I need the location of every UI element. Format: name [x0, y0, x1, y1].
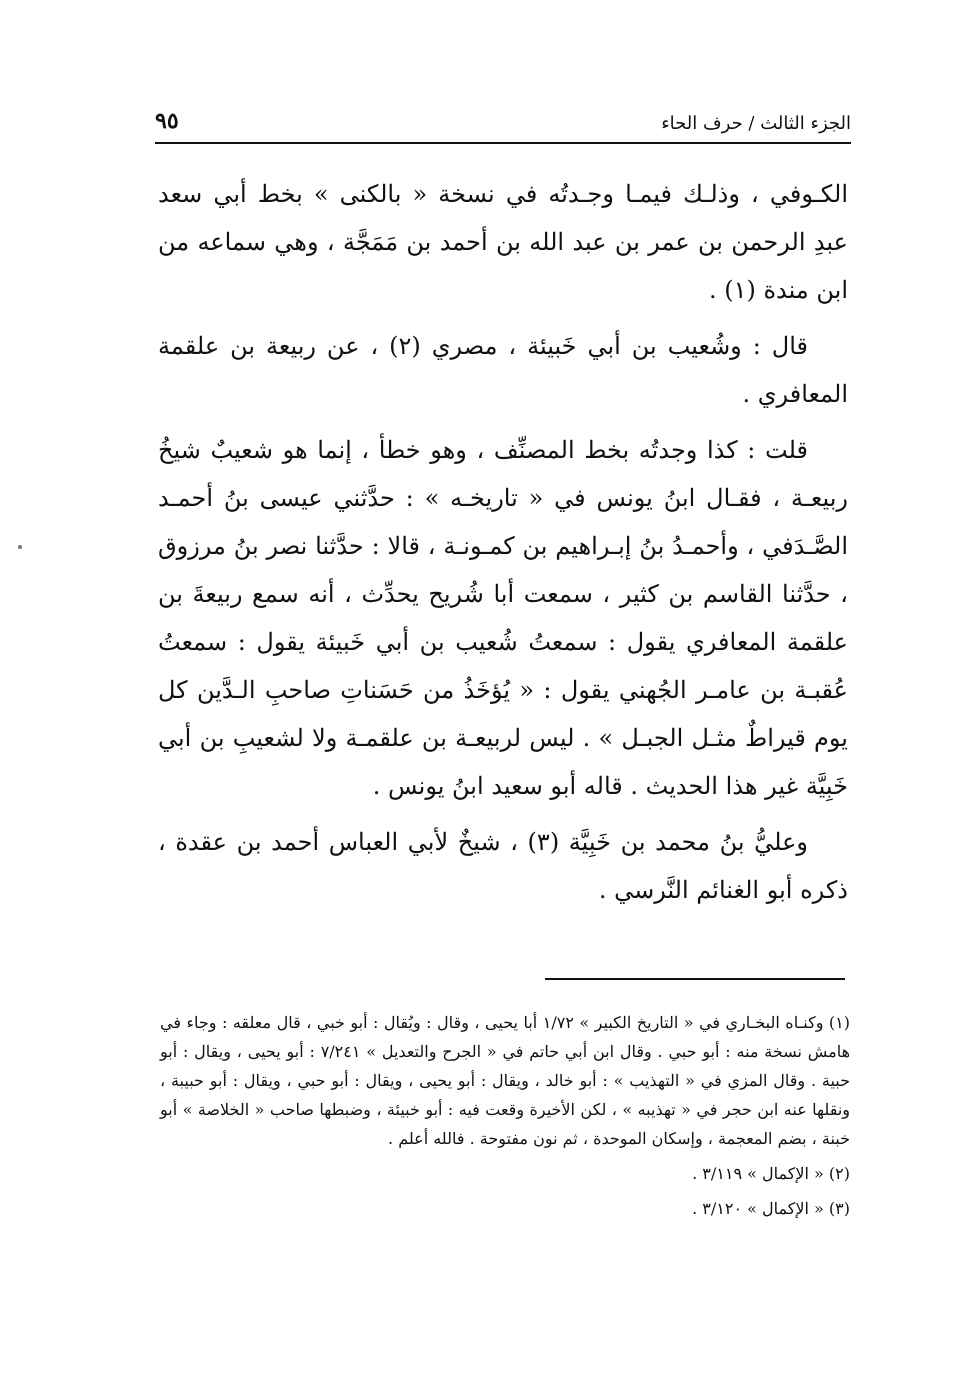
page-header [155, 98, 851, 144]
footnote: (١) وكنـاه البخـاري في « التاريخ الكبير » ١/٧٢ أبا يحيى ، وقال : ويُقال : أبو خبي ، قال معلقه : وجاء في هامش نسخة منه : أبو حبي . وقال ابن أبي حاتم في « الجرح والتعديل » ٧/٢٤١ : أبو يحيى ، ويقال : أبو حبية . وقال المزي في « التهذيب » : أبو خالد ، ويقال : أبو يحيى ، ويقال : أبو حبي ، ويقال : أبو حبيبة ، ونقلها عنه ابن حجر في « تهذيبه » ، لكن الأخيرة وقعت فيه : أبو خبيئة ، وضبطها صاحب « الخلاصة » أبو خبنة ، بضم المعجمة ، وإسكان الموحدة ، ثم نون مفتوحة . فالله أعلم . [160, 1013, 851, 1148]
footnote: (٣) « الإكمال » ٣/١٢٠ . [692, 1199, 850, 1218]
footnote: (٢) « الإكمال » ٣/١١٩ . [692, 1164, 850, 1183]
paragraph: قال : وشُعيب بن أبي خَبيئة ، مصري (٢) ، عن ربيعة بن علقمة المعافري . [158, 332, 848, 408]
paragraph: وعليُّ بنُ محمد بن خَبِيَّة (٣) ، شيخٌ لأبي العباس أحمد بن عقدة ، ذكره أبو الغنائم النَّرسي . [158, 828, 848, 904]
footnote-separator [545, 978, 845, 980]
scan-speck [18, 545, 22, 549]
running-head: الجزء الثالث / حرف الحاء [661, 113, 851, 134]
paragraph: قلت : كذا وجدتُه بخط المصنِّف ، وهو خطأ ، إنما هو شعيبٌ شيخُ ربيعـة ، فقـال ابنُ يونس في « تاريخـه » : حدَّثني عيسى بنُ أحمـد الصَّـدَفي ، وأحمـدُ بنُ إبـراهيم بن كمـونـة ، قالا : حدَّثنا نصر بنُ مرزوق ، حدَّثنا القاسم بن كثير ، سمعت أبا شُريح يحدِّث ، أنه سمع ربيعةَ بن علقمة المعافري يقول : سمعتُ شُعيب بن أبي خَبيئة يقول : سمعتُ عُقبـة بن عامـر الجُهني يقول : « يُؤخَذُ من حَسَناتِ صاحبِ الـدَّين كل يوم قيراطٌ مثـل الجبـل » . ليس لربيعـة بن علقمـة ولا لشعيبِ بن أبي خَبِيَّة غير هذا الحديث . قاله أبو سعيد ابنُ يونس . [158, 436, 848, 800]
footnotes [160, 1008, 850, 1229]
main-text [158, 170, 848, 922]
paragraph: الكـوفي ، وذلـك فيمـا وجـدتُه في نسخة « بالكنى » بخط أبي سعد عبدِ الرحمن بن عمر بن عبد الله بن أحمد بن مَمَجَّة ، وهي سماعه من ابن مندة (١) . [158, 180, 848, 304]
page-number: ٩٥ [155, 108, 179, 134]
